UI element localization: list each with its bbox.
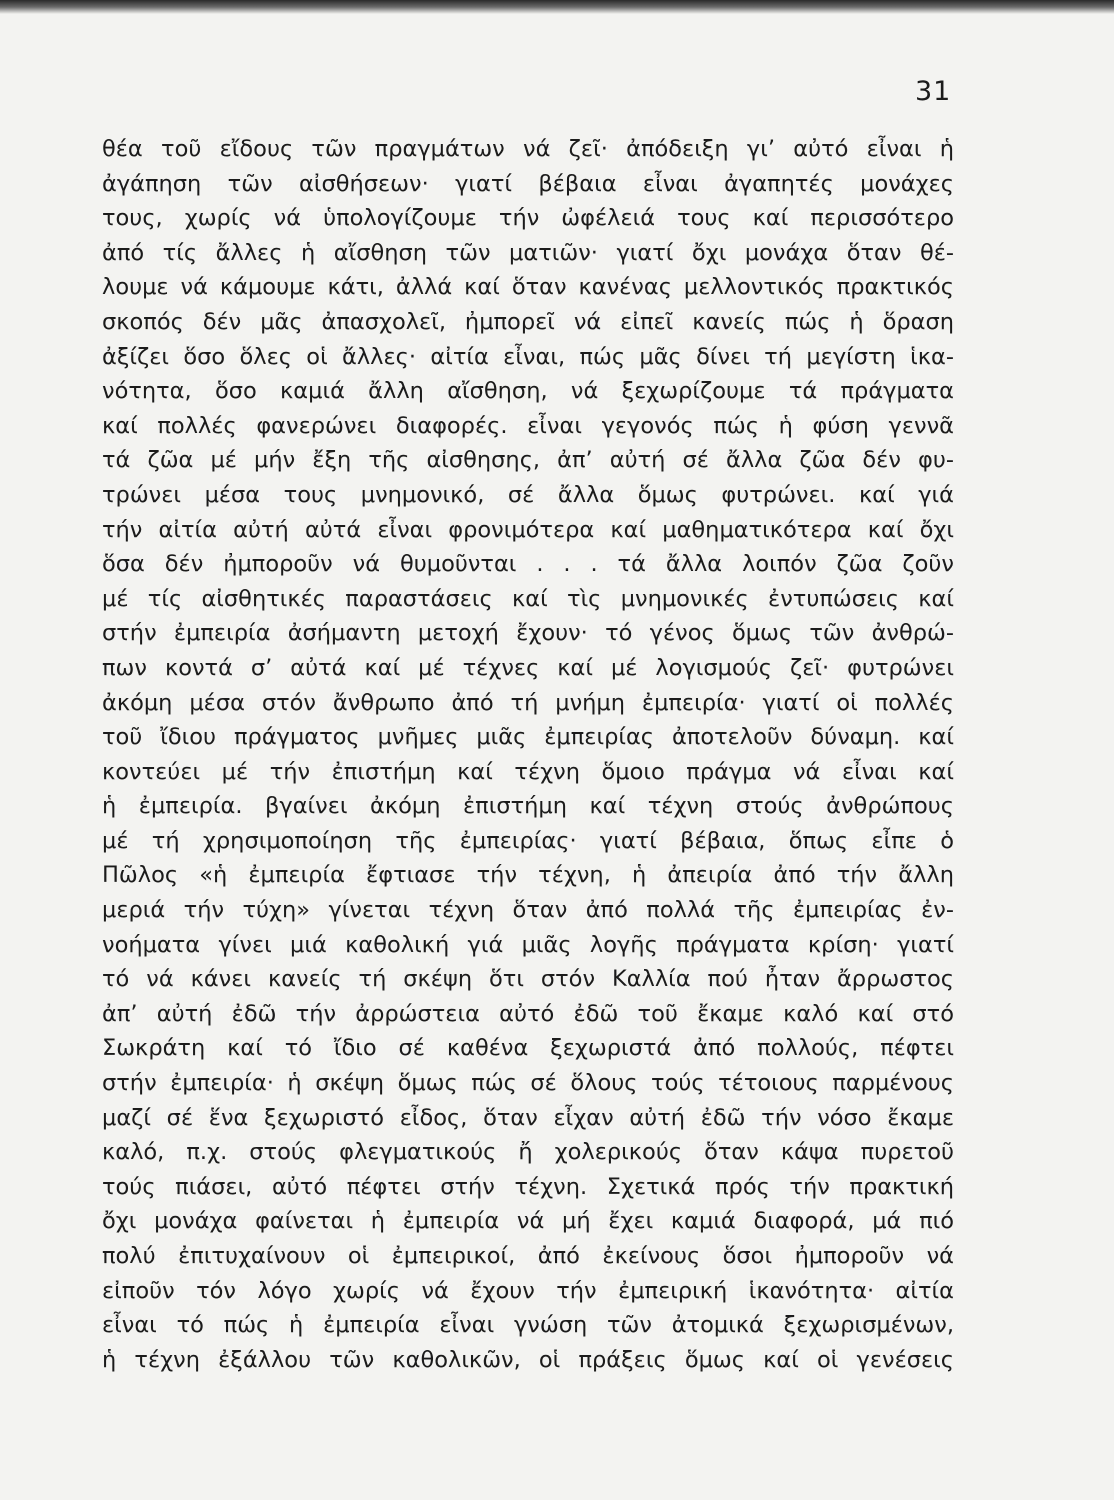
text-line: τό νά κάνει κανείς τή σκέψη ὅτι στόν Καλλία πού ἦταν ἄρρωστος bbox=[102, 966, 954, 993]
text-line: ὄχι μονάχα φαίνεται ἡ ἐμπειρία νά μή ἔχει καμιά διαφορά, μά πιό bbox=[102, 1208, 954, 1235]
text-line: πων κοντά σ’ αὐτά καί μέ τέχνες καί μέ λογισμούς ζεῖ· φυτρώνει bbox=[102, 654, 954, 681]
text-line: στήν ἐμπειρία· ἡ σκέψη ὅμως πώς σέ ὅλους τούς τέτοιους παρμένους bbox=[102, 1070, 954, 1097]
text-line: ἀξίζει ὅσο ὅλες οἱ ἄλλες· αἰτία εἶναι, πώς μᾶς δίνει τή μεγίστη ἱκα- bbox=[102, 343, 954, 370]
text-line: εἶναι τό πώς ἡ ἐμπειρία εἶναι γνώση τῶν ἀτομικά ξεχωρισμένων, bbox=[102, 1312, 954, 1339]
text-line: ἀπ’ αὐτή ἐδῶ τήν ἀρρώστεια αὐτό ἐδῶ τοῦ ἔκαμε καλό καί στό bbox=[102, 1000, 954, 1027]
text-line: λουμε νά κάμουμε κάτι, ἀλλά καί ὅταν κανένας μελλοντικός πρακτικός bbox=[102, 274, 954, 301]
text-line: μέ τίς αἰσθητικές παραστάσεις καί τὶς μνημονικές ἐντυπώσεις καί bbox=[102, 585, 954, 612]
text-line: Πῶλος «ἡ ἐμπειρία ἔφτιασε τήν τέχνη, ἡ ἀπειρία ἀπό τήν ἄλλη bbox=[102, 862, 954, 889]
page-number: 31 bbox=[915, 76, 952, 107]
text-line: καί πολλές φανερώνει διαφορές. εἶναι γεγονός πώς ἡ φύση γεννᾶ bbox=[102, 412, 954, 439]
text-line: στήν ἐμπειρία ἀσήμαντη μετοχή ἔχουν· τό γένος ὅμως τῶν ἀνθρώ- bbox=[102, 620, 954, 647]
text-line: ἡ ἐμπειρία. βγαίνει ἀκόμη ἐπιστήμη καί τέχνη στούς ἀνθρώπους bbox=[102, 793, 954, 820]
text-line: τους, χωρίς νά ὑπολογίζουμε τήν ὠφέλειά τους καί περισσότερο bbox=[102, 205, 954, 232]
text-line: κοντεύει μέ τήν ἐπιστήμη καί τέχνη ὅμοιο πράγμα νά εἶναι καί bbox=[102, 758, 954, 785]
text-line: ὅσα δέν ἠμποροῦν νά θυμοῦνται . . . τά ἄλλα λοιπόν ζῶα ζοῦν bbox=[102, 551, 954, 578]
text-line: τήν αἰτία αὐτή αὐτά εἶναι φρονιμότερα καί μαθηματικότερα καί ὄχι bbox=[102, 516, 954, 543]
text-line: εἰποῦν τόν λόγο χωρίς νά ἔχουν τήν ἐμπειρική ἱκανότητα· αἰτία bbox=[102, 1277, 954, 1304]
scan-top-edge bbox=[0, 0, 1114, 14]
body-text bbox=[102, 132, 954, 1377]
text-line: τρώνει μέσα τους μνημονικό, σέ ἄλλα ὅμως φυτρώνει. καί γιά bbox=[102, 481, 954, 508]
text-line: ἀκόμη μέσα στόν ἄνθρωπο ἀπό τή μνήμη ἐμπειρία· γιατί οἱ πολλές bbox=[102, 689, 954, 716]
text-line: μεριά τήν τύχη» γίνεται τέχνη ὅταν ἀπό πολλά τῆς ἐμπειρίας ἐν- bbox=[102, 897, 954, 924]
text-line: ἀγάπηση τῶν αἰσθήσεων· γιατί βέβαια εἶναι ἀγαπητές μονάχες bbox=[102, 170, 954, 197]
text-line: Σωκράτη καί τό ἴδιο σέ καθένα ξεχωριστά ἀπό πολλούς, πέφτει bbox=[102, 1035, 954, 1062]
text-line: πολύ ἐπιτυχαίνουν οἱ ἐμπειρικοί, ἀπό ἐκείνους ὅσοι ἠμποροῦν νά bbox=[102, 1243, 954, 1269]
text-line: σκοπός δέν μᾶς ἀπασχολεῖ, ἠμπορεῖ νά εἰπεῖ κανείς πώς ἡ ὅραση bbox=[102, 308, 954, 335]
text-line: τά ζῶα μέ μήν ἔξη τῆς αἰσθησης, ἀπ’ αὐτή σέ ἄλλα ζῶα δέν φυ- bbox=[102, 447, 954, 474]
text-line: μαζί σέ ἕνα ξεχωριστό εἶδος, ὅταν εἶχαν αὐτή ἐδῶ τήν νόσο ἔκαμε bbox=[102, 1104, 954, 1131]
text-line: νότητα, ὅσο καμιά ἄλλη αἴσθηση, νά ξεχωρίζουμε τά πράγματα bbox=[102, 378, 954, 405]
text-line: καλό, π.χ. στούς φλεγματικούς ἤ χολερικούς ὅταν κάψα πυρετοῦ bbox=[102, 1139, 954, 1166]
text-line: ἀπό τίς ἄλλες ἡ αἴσθηση τῶν ματιῶν· γιατί ὄχι μονάχα ὅταν θέ- bbox=[102, 239, 954, 266]
text-line: τοῦ ἴδιου πράγματος μνῆμες μιᾶς ἐμπειρίας ἀποτελοῦν δύναμη. καί bbox=[102, 724, 954, 751]
text-line: θέα τοῦ εἴδους τῶν πραγμάτων νά ζεῖ· ἀπόδειξη γι’ αὐτό εἶναι ἡ bbox=[102, 136, 954, 162]
text-line: ἡ τέχνη ἐξάλλου τῶν καθολικῶν, οἱ πράξεις ὅμως καί οἱ γενέσεις bbox=[102, 1346, 954, 1373]
text-line: μέ τή χρησιμοποίηση τῆς ἐμπειρίας· γιατί βέβαια, ὅπως εἶπε ὁ bbox=[102, 827, 954, 854]
text-line: τούς πιάσει, αὐτό πέφτει στήν τέχνη. Σχετικά πρός τήν πρακτική bbox=[102, 1173, 954, 1200]
text-line: νοήματα γίνει μιά καθολική γιά μιᾶς λογῆς πράγματα κρίση· γιατί bbox=[102, 931, 954, 958]
